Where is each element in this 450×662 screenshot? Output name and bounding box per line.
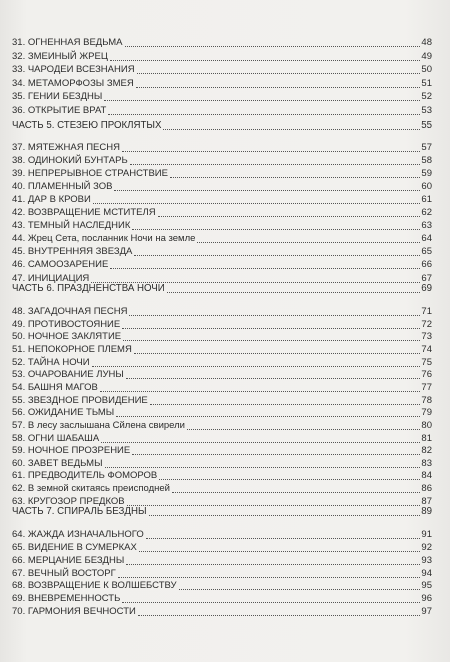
toc-entry-title: 44. Жрец Сета, посланник Ночи на земле <box>12 233 196 245</box>
toc-page-number: 50 <box>421 64 432 76</box>
toc-page-number: 64 <box>421 233 432 245</box>
toc-entry <box>12 395 432 407</box>
toc-entry <box>12 259 432 271</box>
toc-page-number: 75 <box>421 356 432 368</box>
toc-entry-title: 34. МЕТАМОРФОЗЫ ЗМЕЯ <box>12 77 134 89</box>
toc-entry <box>12 458 432 470</box>
toc-entry-title: 41. ДАР В КРОВИ <box>12 194 91 206</box>
toc-entry <box>12 529 432 541</box>
toc-entry-title: 59. НОЧНОЕ ПРОЗРЕНИЕ <box>12 445 131 457</box>
dot-leader <box>138 615 421 616</box>
toc-entry-title: 53. ОЧАРОВАНИЕ ЛУНЫ <box>12 369 124 381</box>
toc-entry <box>12 593 432 605</box>
toc-page-number: 69 <box>421 283 432 294</box>
toc-entry-title: 36. ОТКРЫТИЕ ВРАТ <box>12 105 107 116</box>
toc-entry-title: 64. ЖАЖДА ИЗНАЧАЛЬНОГО <box>12 529 144 540</box>
toc-page-number: 48 <box>421 37 432 48</box>
toc-entry <box>12 64 432 76</box>
toc-page-number: 71 <box>421 306 432 317</box>
toc-page-number: 91 <box>421 529 432 540</box>
toc-part-heading <box>12 283 432 295</box>
toc-entry-title: ЧАСТЬ 7. СПИРАЛЬ БЕЗДНЫ <box>12 506 147 517</box>
toc-entry-title: 56. ОЖИДАНИЕ ТЬМЫ <box>12 407 115 419</box>
dot-leader <box>139 551 421 552</box>
toc-page-number: 82 <box>421 445 432 457</box>
toc-entry <box>12 194 432 206</box>
toc-entry-title: 48. ЗАГАДОЧНАЯ ПЕСНЯ <box>12 306 128 317</box>
toc-page-number: 77 <box>421 381 432 393</box>
dot-leader <box>163 129 420 130</box>
toc-entry-title: 50. НОЧНОЕ ЗАКЛЯТИЕ <box>12 331 122 343</box>
dot-leader <box>126 378 421 379</box>
toc-entry <box>12 344 432 356</box>
toc-entry-title: 39. НЕПРЕРЫВНОЕ СТРАНСТВИЕ <box>12 168 168 180</box>
toc-entry-title: 70. ГАРМОНИЯ ВЕЧНОСТИ <box>12 606 136 618</box>
toc-page-number: 74 <box>421 343 432 355</box>
toc-page-number: 95 <box>421 580 432 592</box>
dot-leader <box>150 404 421 405</box>
dot-leader <box>187 429 420 430</box>
toc-page-number: 89 <box>421 506 432 517</box>
toc-entry-title: 32. ЗМЕИНЫЙ ЖРЕЦ <box>12 50 108 62</box>
dot-leader <box>137 73 421 74</box>
dot-leader <box>129 315 420 316</box>
toc-page-number: 63 <box>421 220 432 232</box>
toc-entry-title: 43. ТЕМНЫЙ НАСЛЕДНИК <box>12 220 131 232</box>
toc-page-number: 92 <box>421 541 432 553</box>
toc-page-number: 52 <box>421 91 432 103</box>
dot-leader <box>123 340 420 341</box>
toc-entry-title: 37. МЯТЕЖНАЯ ПЕСНЯ <box>12 142 120 153</box>
dot-leader <box>110 268 420 269</box>
toc-entry <box>12 445 432 457</box>
toc-entry <box>12 568 432 580</box>
toc-entry-title: 54. БАШНЯ МАГОВ <box>12 381 98 393</box>
dot-leader <box>122 602 420 603</box>
toc-entry-title: 52. ТАЙНА НОЧИ <box>12 356 90 368</box>
toc-entry <box>12 207 432 219</box>
dot-leader <box>134 255 420 256</box>
dot-leader <box>134 353 421 354</box>
toc-entry <box>12 246 432 258</box>
toc-entry <box>12 433 432 445</box>
dot-leader <box>158 216 421 217</box>
toc-part-heading <box>12 120 432 132</box>
dot-leader <box>116 416 420 417</box>
dot-leader <box>93 203 421 204</box>
toc-page-number: 81 <box>421 432 432 444</box>
toc-entry-title: 35. ГЕНИИ БЕЗДНЫ <box>12 91 103 103</box>
toc-page-number: 93 <box>421 554 432 566</box>
toc-page-number: 80 <box>421 419 432 431</box>
toc-entry-title: 47. ИНИЦИАЦИЯ <box>12 272 90 284</box>
toc-entry <box>12 470 432 482</box>
dot-leader <box>179 589 421 590</box>
dot-leader <box>136 87 421 88</box>
toc-entry-title: 45. ВНУТРЕННЯЯ ЗВЕЗДА <box>12 246 133 258</box>
toc-entry-title: 62. В земной скитаясь преисподней <box>12 483 170 495</box>
toc-entry-title: 38. ОДИНОКИЙ БУНТАРЬ <box>12 155 128 167</box>
dot-leader <box>130 164 421 165</box>
toc-page-number: 49 <box>421 50 432 62</box>
dot-leader <box>100 391 421 392</box>
dot-leader <box>170 177 420 178</box>
toc-page-number: 55 <box>421 120 432 131</box>
toc-entry-title: 58. ОГНИ ШАБАША <box>12 432 100 444</box>
toc-entry-title: 31. ОГНЕННАЯ ВЕДЬМА <box>12 37 123 48</box>
toc-entry <box>12 369 432 381</box>
toc-page-number: 59 <box>421 168 432 180</box>
toc-entry <box>12 606 432 618</box>
dot-leader <box>122 328 420 329</box>
dot-leader <box>197 242 420 243</box>
toc-page-number: 65 <box>421 246 432 258</box>
dot-leader <box>126 564 420 565</box>
toc-entry-title: 68. ВОЗВРАЩЕНИЕ К ВОЛШЕБСТВУ <box>12 580 177 592</box>
dot-leader <box>149 515 421 516</box>
toc-entry <box>12 357 432 369</box>
toc-page-number: 79 <box>421 407 432 419</box>
toc-page-number: 62 <box>421 207 432 219</box>
toc-entry <box>12 319 432 331</box>
toc-entry <box>12 181 432 193</box>
toc-page-number: 87 <box>421 495 432 507</box>
toc-entry <box>12 233 432 245</box>
toc-page-number: 60 <box>421 181 432 193</box>
toc-entry-title: 49. ПРОТИВОСТОЯНИЕ <box>12 318 121 330</box>
dot-leader <box>92 366 421 367</box>
toc-page-number: 84 <box>421 470 432 482</box>
toc-entry-title: 63. КРУГОЗОР ПРЕДКОВ <box>12 495 125 507</box>
toc-entry-title: 65. ВИДЕНИЕ В СУМЕРКАХ <box>12 541 137 553</box>
toc-page-number: 86 <box>421 483 432 495</box>
toc-part-heading <box>12 506 432 518</box>
dot-leader <box>108 114 420 115</box>
dot-leader <box>172 492 420 493</box>
dot-leader <box>122 151 420 152</box>
toc-entry <box>12 555 432 567</box>
toc-entry <box>12 142 432 154</box>
toc-entry <box>12 168 432 180</box>
toc-page-number: 67 <box>421 272 432 284</box>
toc-entry-title: 46. САМООЗАРЕНИЕ <box>12 259 109 271</box>
toc-entry-title: 42. ВОЗВРАЩЕНИЕ МСТИТЕЛЯ <box>12 207 156 219</box>
dot-leader <box>132 229 420 230</box>
toc-page-number: 57 <box>421 142 432 153</box>
toc-entry <box>12 51 432 63</box>
toc-entry <box>12 91 432 103</box>
toc-entry-title: 69. ВНЕВРЕМЕННОСТЬ <box>12 593 121 605</box>
dot-leader <box>105 467 421 468</box>
toc-entry <box>12 483 432 495</box>
dot-leader <box>118 577 421 578</box>
toc-entry-title: 55. ЗВЕЗДНОЕ ПРОВИДЕНИЕ <box>12 394 148 406</box>
toc-page-number: 78 <box>421 394 432 406</box>
dot-leader <box>132 454 420 455</box>
toc-page-number: 76 <box>421 369 432 381</box>
toc-page-number: 58 <box>421 155 432 167</box>
toc-entry-title: 66. МЕРЦАНИЕ БЕЗДНЫ <box>12 554 125 566</box>
toc-page-number: 96 <box>421 593 432 605</box>
dot-leader <box>159 479 420 480</box>
dot-leader <box>125 46 421 47</box>
toc-entry-title: 51. НЕПОКОРНОЕ ПЛЕМЯ <box>12 343 132 355</box>
toc-entry-title: 67. ВЕЧНЫЙ ВОСТОРГ <box>12 567 116 579</box>
toc-entry <box>12 306 432 318</box>
toc-entry-title: ЧАСТЬ 6. ПРАЗДНЕНСТВА НОЧИ <box>12 283 165 294</box>
dot-leader <box>110 60 421 61</box>
toc-entry <box>12 37 432 49</box>
toc-entry <box>12 331 432 343</box>
toc-page-number: 73 <box>421 331 432 343</box>
toc-entry-title: 61. ПРЕДВОДИТЕЛЬ ФОМОРОВ <box>12 470 158 482</box>
toc-entry-title: ЧАСТЬ 5. СТЕЗЕЮ ПРОКЛЯТЫХ <box>12 120 162 131</box>
toc-entry-title: 33. ЧАРОДЕИ ВСЕЗНАНИЯ <box>12 64 135 76</box>
toc-page-number: 51 <box>421 77 432 89</box>
toc-entry <box>12 220 432 232</box>
dot-leader <box>101 442 420 443</box>
toc-page-number: 97 <box>421 606 432 618</box>
toc-entry <box>12 420 432 432</box>
dot-leader <box>146 538 421 539</box>
toc-entry <box>12 407 432 419</box>
toc-page-number: 83 <box>421 457 432 469</box>
toc-entry <box>12 382 432 394</box>
toc-page-number: 66 <box>421 259 432 271</box>
toc-page-number: 94 <box>421 567 432 579</box>
toc-page-number: 72 <box>421 318 432 330</box>
toc-entry-title: 60. ЗАВЕТ ВЕДЬМЫ <box>12 457 103 469</box>
toc-entry-title: 57. В лесу заслышана Сйлена свирели <box>12 419 185 431</box>
dot-leader <box>114 190 420 191</box>
toc-entry-title: 40. ПЛАМЕННЫЙ ЗОВ <box>12 181 113 193</box>
toc-page-number: 61 <box>421 194 432 206</box>
toc-entry <box>12 78 432 90</box>
dot-leader <box>104 100 420 101</box>
toc-entry <box>12 580 432 592</box>
toc-entry <box>12 542 432 554</box>
dot-leader <box>167 292 420 293</box>
toc-entry <box>12 155 432 167</box>
toc-page-number: 53 <box>421 105 432 116</box>
toc-entry <box>12 105 432 117</box>
